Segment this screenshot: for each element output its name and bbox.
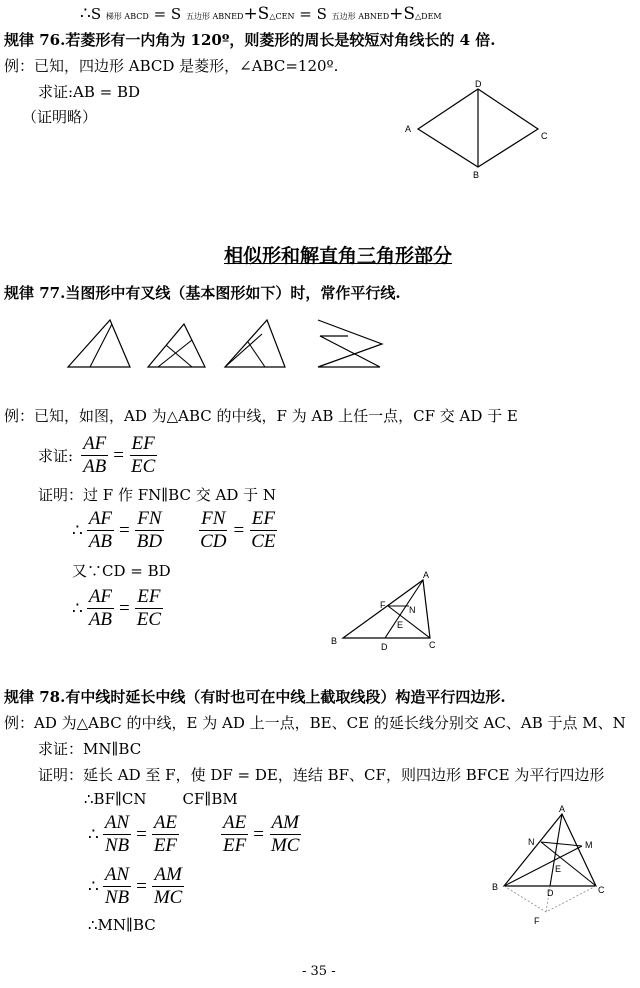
label-b: B: [492, 882, 499, 892]
label-a: A: [423, 570, 430, 580]
label-e: E: [397, 620, 404, 630]
rule78-parallel-line: ∴BF∥CN CF∥BM: [84, 790, 238, 808]
rule76-title: 规律 76.若菱形有一内角为 120º，则菱形的周长是较短对角线长的 4 倍.: [4, 31, 496, 49]
line-bf: [504, 886, 546, 912]
fraction: $\frac{AF}{AB}$: [88, 586, 113, 630]
fraction: $\frac{AN}{NB}$: [104, 864, 130, 908]
fraction: $\frac{EF}{EC}$: [131, 433, 156, 477]
rule78-title: 规律 78.有中线时延长中线（有时也可在中线上截取线段）构造平行四边形.: [4, 688, 506, 706]
basic-figure-1: [68, 320, 130, 367]
rule78-step2: ∴ $\frac{AN}{NB}$ = $\frac{AM}{MC}$: [88, 864, 183, 908]
rule76-proof: （证明略）: [22, 108, 98, 126]
label-b: B: [473, 170, 480, 180]
median-ad: [385, 580, 423, 638]
rule77-step2: ∴ $\frac{AF}{AB}$ = $\frac{EF}{EC}$: [72, 586, 162, 630]
rule78-step1: ∴ $\frac{AN}{NB}$ = $\frac{AE}{EF}$ $\frac{AE}{EF}$ = $\frac{AM}{MC}$: [88, 812, 300, 856]
fraction: $\frac{AM}{MC}$: [153, 864, 183, 908]
rule76-prove: 求证:AB = BD: [38, 83, 141, 101]
rule76-example: 例：已知，四边形 ABCD 是菱形，∠ABC=120º.: [4, 57, 339, 75]
fraction: $\frac{AF}{AB}$: [88, 508, 113, 552]
rhombus-diagram: [400, 78, 560, 183]
section-title: 相似形和解直角三角形部分: [224, 245, 453, 267]
label-d: D: [547, 888, 554, 898]
label-n: N: [409, 605, 416, 615]
label-m: M: [585, 840, 593, 850]
fraction: $\frac{AE}{EF}$: [153, 812, 178, 856]
triangle-diagram-77: [325, 568, 445, 653]
label-a: A: [559, 804, 566, 814]
label-c: C: [541, 131, 548, 141]
label-n: N: [528, 837, 535, 847]
rule78-conclusion: ∴MN∥BC: [88, 916, 156, 934]
rule78-proof: 证明：延长 AD 至 F，使 DF = DE，连结 BF、CF，则四边形 BFCE 为平行四边形: [38, 766, 605, 784]
basic-figure-3: [225, 320, 285, 367]
rule77-prove-row: 求证: $\frac{AF}{AB}$ = $\frac{EF}{EC}$: [38, 433, 156, 477]
label-f: F: [380, 600, 386, 610]
label-a: A: [405, 124, 412, 134]
triangle-diagram-78: [484, 800, 614, 930]
rule77-and-since: 又∵CD = BD: [72, 562, 171, 580]
label-d: D: [381, 642, 388, 652]
fraction: $\frac{AM}{MC}$: [270, 812, 300, 856]
label-c: C: [598, 885, 605, 895]
line-cf: [546, 886, 596, 912]
label-f: F: [534, 916, 540, 926]
fraction: $\frac{AN}{NB}$: [104, 812, 130, 856]
figure-2-line-b: [166, 345, 192, 367]
prove-label: 求证:: [38, 447, 74, 465]
rule78-prove: 求证：MN∥BC: [38, 740, 142, 758]
top-formula-line: ∴S 梯形 ABCD = S 五边形 ABNED+S△CEN = S 五边形 ABNED+S△DEM: [80, 4, 442, 24]
rule78-example: 例：AD 为△ABC 的中线，E 为 AD 上一点，BE、CE 的延长线分别交 AC、AB 于点 M、N: [4, 714, 626, 732]
figure-3-line-a: [225, 334, 262, 367]
fraction: $\frac{EF}{CE}$: [251, 508, 276, 552]
basic-figure-4: [318, 320, 382, 367]
basic-figures: [60, 312, 400, 372]
fraction: $\frac{EF}{EC}$: [136, 586, 162, 630]
page-number: - 35 -: [302, 964, 336, 979]
fraction: $\frac{FN}{BD}$: [136, 508, 163, 552]
rule77-proof-line: 证明：过 F 作 FN∥BC 交 AD 于 N: [38, 486, 277, 504]
label-e: E: [555, 864, 562, 874]
label-c: C: [429, 640, 436, 650]
rule77-example: 例：已知，如图，AD 为△ABC 的中线，F 为 AB 上任一点，CF 交 AD 于 E: [4, 407, 518, 425]
label-d: D: [475, 79, 482, 89]
rule77-step1: ∴ $\frac{AF}{AB}$ = $\frac{FN}{BD}$ $\frac{FN}{CD}$ = $\frac{EF}{CE}$: [72, 508, 276, 552]
fraction: $\frac{FN}{CD}$: [200, 508, 227, 552]
rule77-title: 规律 77.当图形中有叉线（基本图形如下）时，常作平行线.: [4, 284, 401, 302]
figure-3-line-b: [248, 342, 265, 367]
label-b: B: [331, 636, 338, 646]
basic-figure-2: [148, 324, 205, 367]
fraction: $\frac{AE}{EF}$: [223, 812, 247, 856]
fraction: $\frac{AF}{AB}$: [83, 433, 107, 477]
